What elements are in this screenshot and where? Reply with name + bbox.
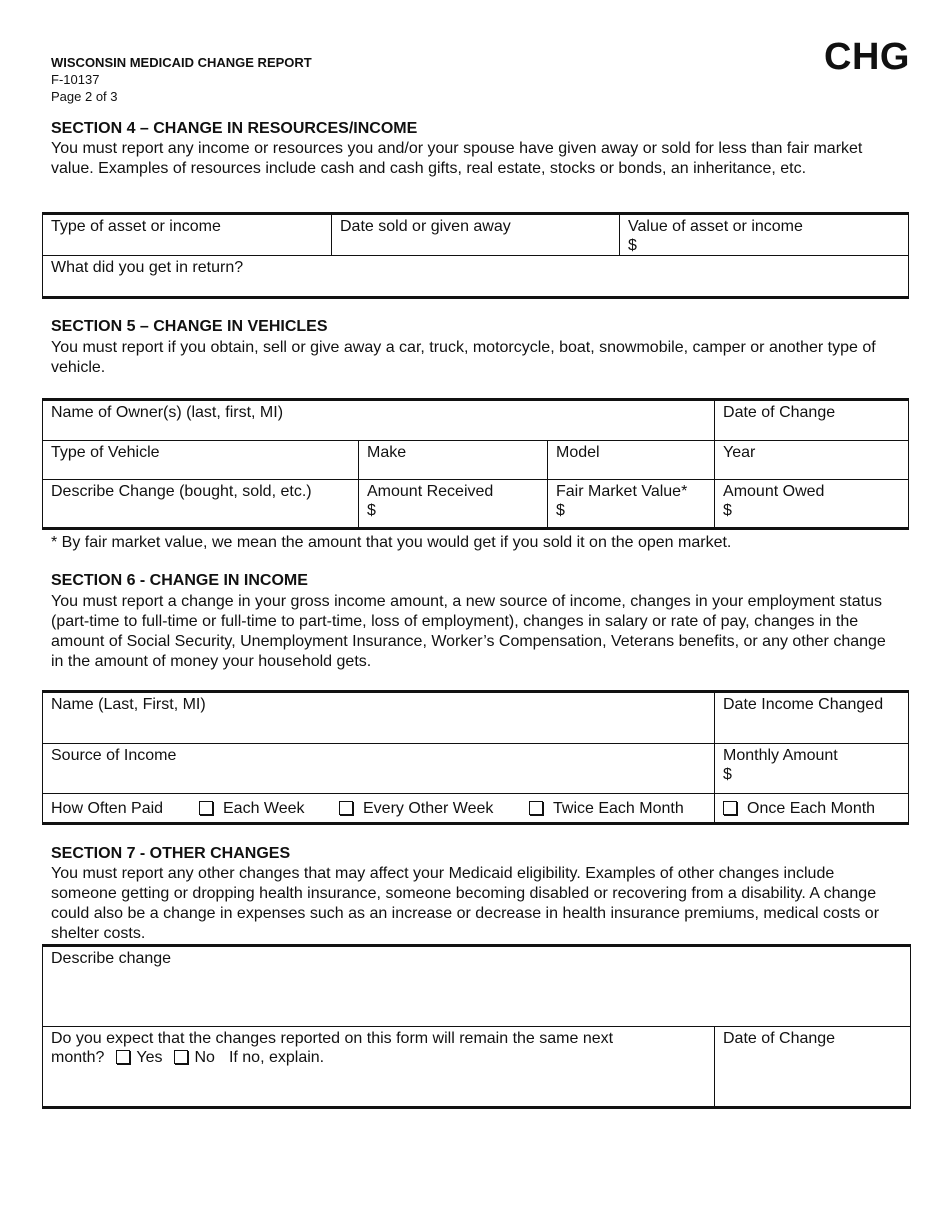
section5-description: You must report if you obtain, sell or give away a car, truck, motorcycle, boat, snowmobile, camper or another type of vehicle. — [51, 339, 876, 376]
no-checkbox[interactable] — [174, 1050, 188, 1064]
asset-type-field[interactable] — [43, 214, 332, 256]
twice-each-month-label: Twice Each Month — [553, 799, 684, 817]
section6-table — [42, 690, 909, 825]
other-date-change-field[interactable] — [715, 1027, 911, 1108]
describe-change-field[interactable] — [43, 946, 911, 1027]
expect-same-field[interactable] — [43, 1027, 715, 1108]
section7-description: You must report any other changes that may affect your Medicaid eligibility. Examples of other changes include someone getting or dropping health insurance, someone becoming disabled or recovering from a disability. A change could also be a change in expenses such as an increase or decrease in health insurance premiums, medical costs or shelter costs. — [51, 865, 880, 942]
income-name-field[interactable] — [43, 692, 715, 744]
currency-symbol: $ — [628, 237, 637, 254]
monthly-amount-label: Monthly Amount — [723, 747, 838, 764]
once-each-month-option[interactable] — [715, 794, 909, 824]
form-code: CHG — [824, 36, 910, 78]
vehicle-type-label: Type of Vehicle — [51, 444, 160, 461]
vehicle-date-change-label: Date of Change — [723, 404, 836, 421]
amount-owed-label: Amount Owed — [723, 483, 825, 500]
how-often-paid-row — [43, 794, 715, 824]
fair-market-value-label: Fair Market Value* — [556, 483, 688, 500]
fair-market-footnote: * By fair market value, we mean the amount that you would get if you sold it on the open market. — [51, 534, 732, 551]
every-other-week-option[interactable] — [339, 799, 529, 818]
explain-label: If no, explain. — [228, 1049, 325, 1066]
currency-symbol: $ — [367, 502, 376, 519]
section4-heading: SECTION 4 – CHANGE IN RESOURCES/INCOME — [51, 120, 418, 137]
describe-vehicle-change-field[interactable] — [43, 480, 359, 529]
vehicle-date-change-field[interactable] — [715, 400, 909, 441]
section5-table — [42, 398, 909, 530]
section4-table — [42, 212, 909, 299]
describe-vehicle-change-label: Describe Change (bought, sold, etc.) — [51, 483, 312, 500]
income-source-field[interactable] — [43, 744, 715, 794]
year-field[interactable] — [715, 441, 909, 480]
describe-change-label: Describe change — [51, 950, 172, 967]
currency-symbol: $ — [723, 502, 732, 519]
every-other-week-checkbox[interactable] — [339, 801, 353, 815]
make-label: Make — [367, 444, 407, 461]
form-number: F-10137 — [51, 72, 100, 87]
yes-label: Yes — [136, 1049, 163, 1066]
section4-description: You must report any income or resources you and/or your spouse have given away or sold for less than fair market value. Examples of resources include cash and cash gifts, real estate, stocks or bonds, an inheritance, etc. — [51, 140, 863, 177]
twice-each-month-option[interactable] — [529, 799, 684, 818]
every-other-week-label: Every Other Week — [363, 799, 494, 817]
owner-name-label: Name of Owner(s) (last, first, MI) — [51, 404, 284, 421]
asset-value-field[interactable] — [620, 214, 909, 256]
expect-same-question: Do you expect that the changes reported on this form will remain the same next — [51, 1030, 614, 1047]
income-name-label: Name (Last, First, MI) — [51, 696, 206, 713]
year-label: Year — [723, 444, 756, 461]
section6-heading: SECTION 6 - CHANGE IN INCOME — [51, 572, 308, 589]
no-label: No — [194, 1049, 215, 1066]
yes-checkbox[interactable] — [116, 1050, 130, 1064]
section7-table — [42, 944, 911, 1109]
each-week-checkbox[interactable] — [199, 801, 213, 815]
section7-heading: SECTION 7 - OTHER CHANGES — [51, 845, 291, 862]
income-source-label: Source of Income — [51, 747, 177, 764]
section5-heading: SECTION 5 – CHANGE IN VEHICLES — [51, 318, 328, 335]
date-income-changed-label: Date Income Changed — [723, 696, 884, 713]
monthly-amount-field[interactable] — [715, 744, 909, 794]
each-week-label: Each Week — [223, 799, 305, 817]
return-field[interactable] — [43, 256, 909, 298]
each-week-option[interactable] — [199, 799, 339, 818]
date-income-changed-field[interactable] — [715, 692, 909, 744]
how-often-paid-label: How Often Paid — [51, 799, 164, 817]
date-sold-field[interactable] — [332, 214, 620, 256]
date-sold-label: Date sold or given away — [340, 218, 511, 235]
twice-each-month-checkbox[interactable] — [529, 801, 543, 815]
form-title: WISCONSIN MEDICAID CHANGE REPORT — [51, 55, 312, 70]
amount-received-field[interactable] — [359, 480, 548, 529]
model-label: Model — [556, 444, 600, 461]
owner-name-field[interactable] — [43, 400, 715, 441]
currency-symbol: $ — [556, 502, 565, 519]
page-number: Page 2 of 3 — [51, 89, 118, 104]
expect-same-question-end: month? — [51, 1049, 105, 1066]
once-each-month-checkbox[interactable] — [723, 801, 737, 815]
section6-description: You must report a change in your gross income amount, a new source of income, changes in your employment status (part-time to full-time or full-time to part-time, loss of employment), changes in salary or rate of pay, changes in the amount of Social Security, Unemployment Insurance, Worker’s Compensation, Veterans benefits, or any other change in the amount of money your household gets. — [51, 593, 886, 670]
asset-value-label: Value of asset or income — [628, 218, 803, 235]
vehicle-type-field[interactable] — [43, 441, 359, 480]
currency-symbol: $ — [723, 766, 732, 783]
model-field[interactable] — [548, 441, 715, 480]
asset-type-label: Type of asset or income — [51, 218, 221, 235]
amount-received-label: Amount Received — [367, 483, 494, 500]
make-field[interactable] — [359, 441, 548, 480]
return-label: What did you get in return? — [51, 259, 244, 276]
once-each-month-label: Once Each Month — [747, 799, 876, 817]
fair-market-value-field[interactable] — [548, 480, 715, 529]
amount-owed-field[interactable] — [715, 480, 909, 529]
other-date-change-label: Date of Change — [723, 1030, 836, 1047]
